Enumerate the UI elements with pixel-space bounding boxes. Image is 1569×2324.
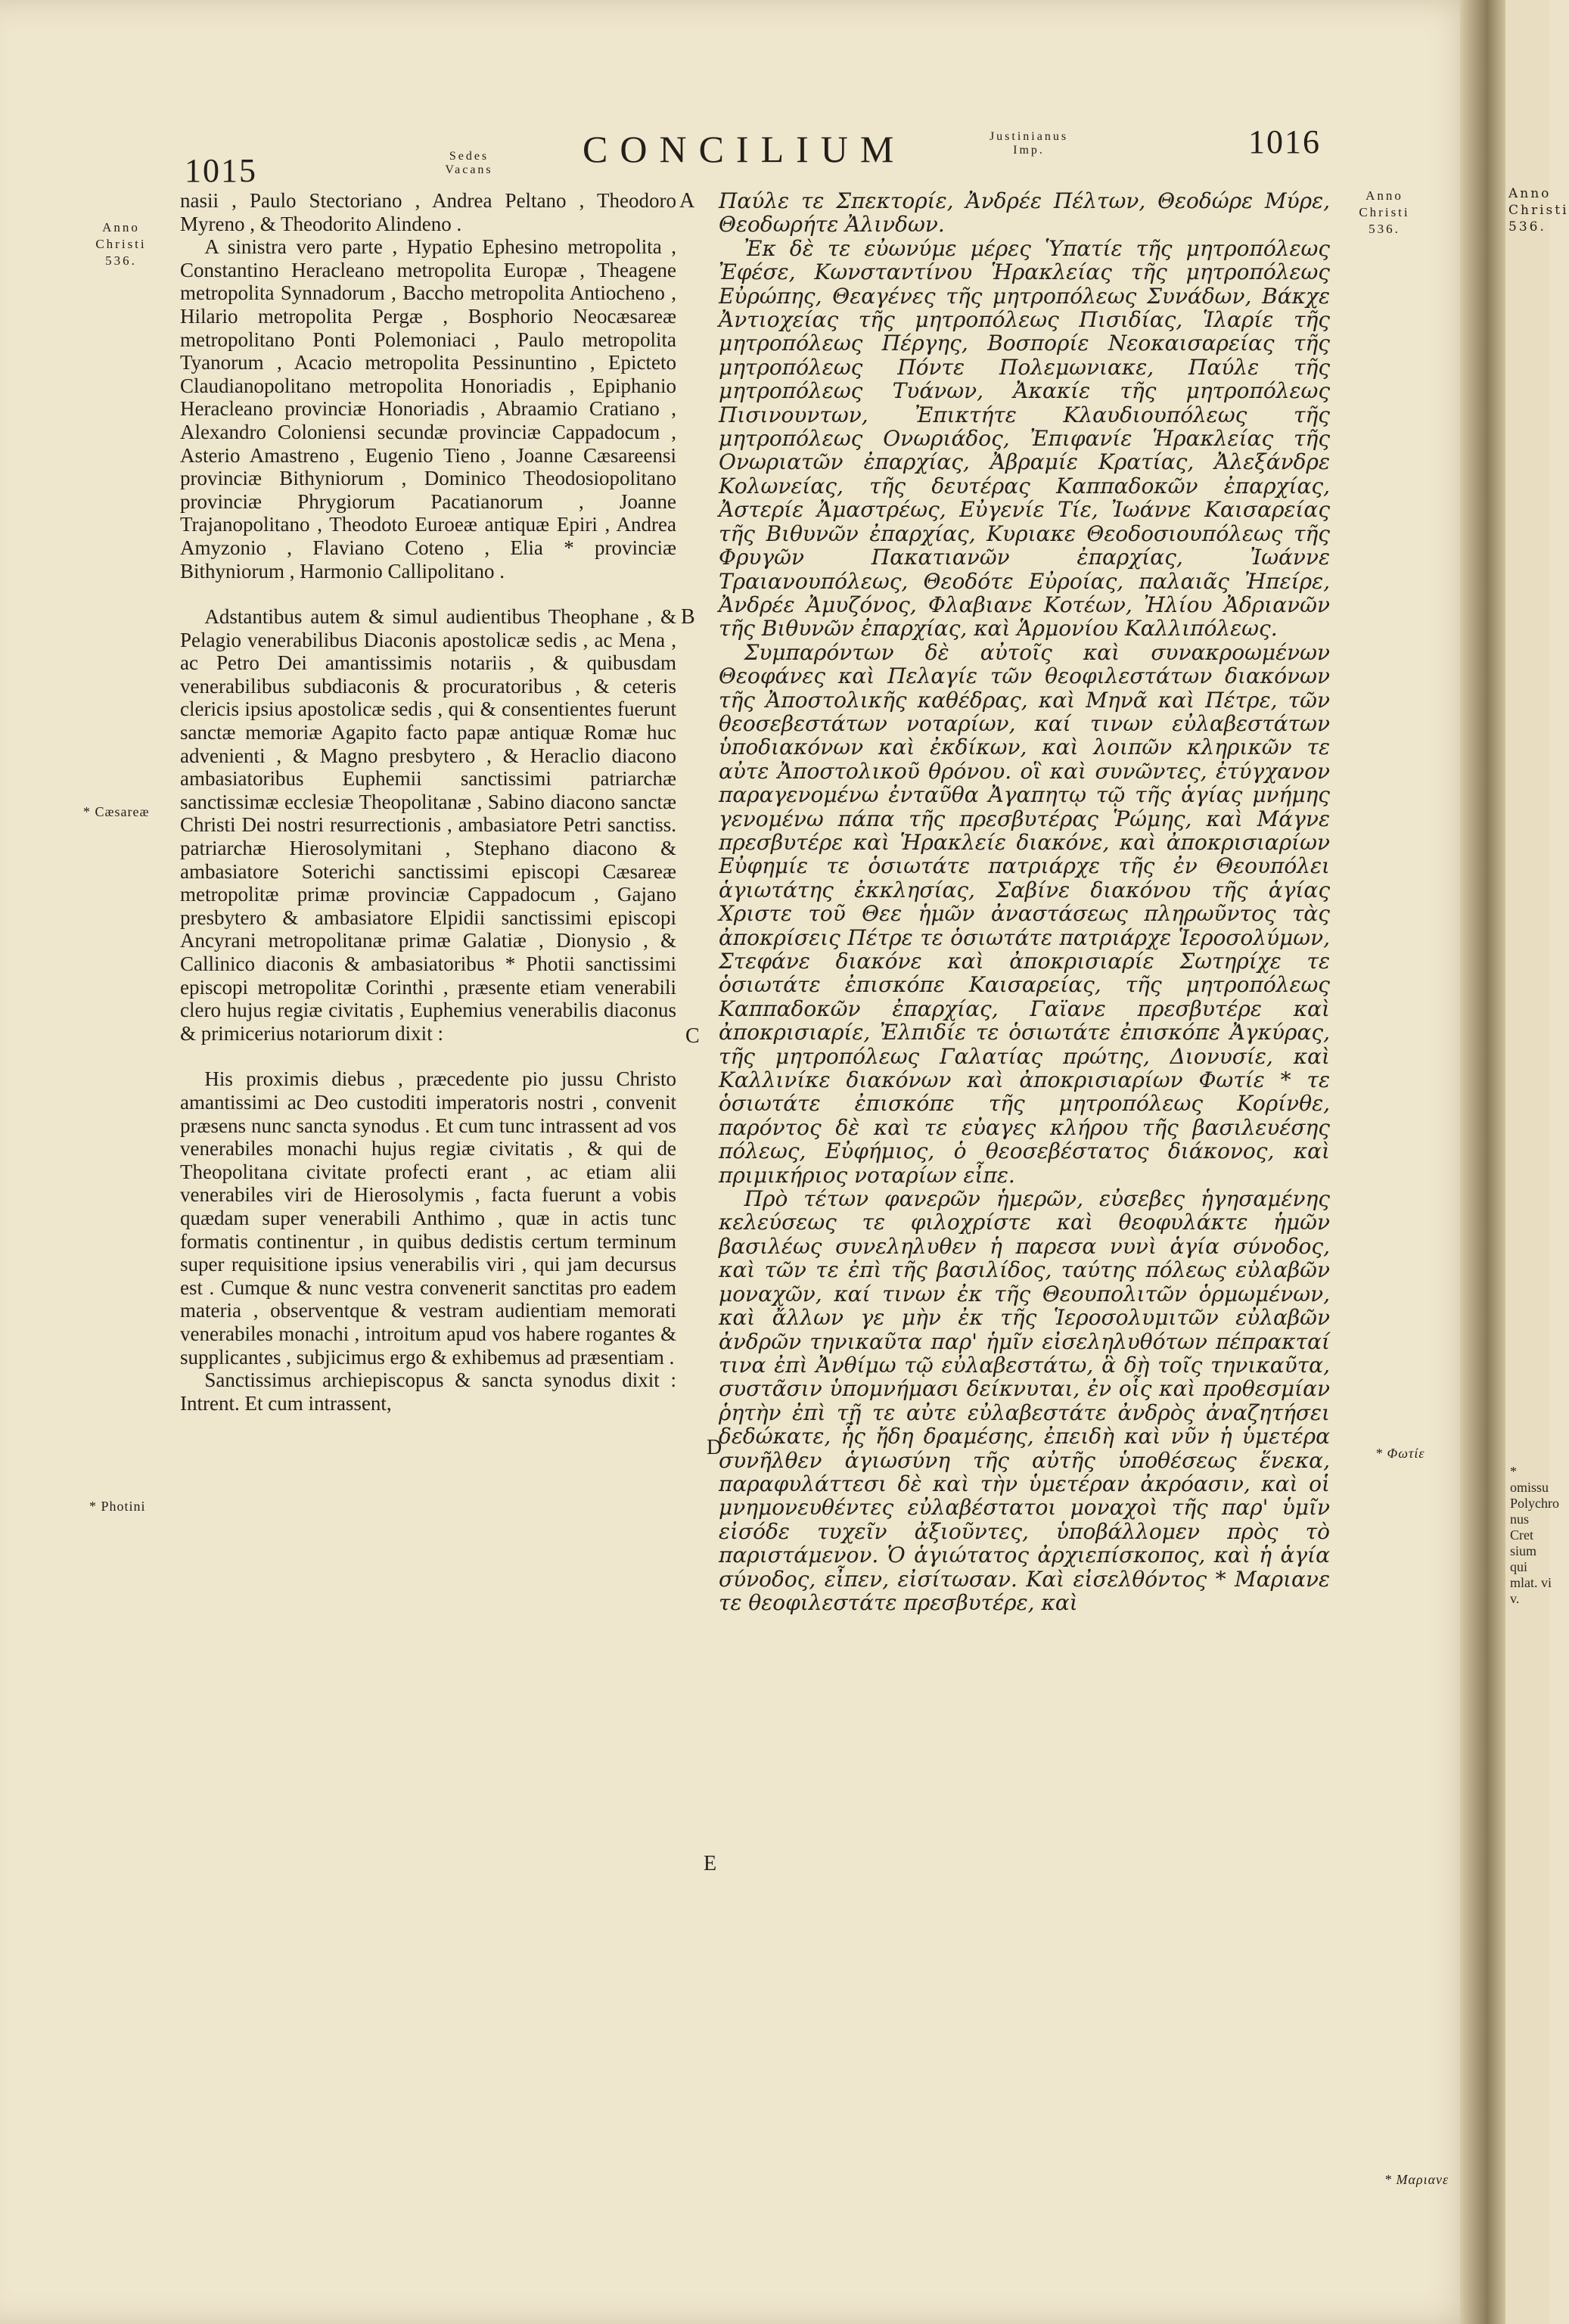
right-page-number: 1016 <box>1248 123 1321 160</box>
page-title: CONCILIUM <box>583 128 906 170</box>
next-page-note: * omissu Polychro nus Cret sium qui mlat. vi v. <box>1510 1464 1559 1606</box>
greek-paragraph: Πρὸ τέτων φανερῶν ἡμερῶν, εὐσεβες ἡγησαμένης κελεύσεως τε φιλοχρίστε καὶ θεοφυλάκτε ἡμῶν βασιλέως συνεληλυθεν ἡ παρεσα νυνὶ ἁγία σύνοδος, καὶ τῶν τε ἐπὶ τῆς βασιλίδος, ταύτης πόλεως εὐλαβῶν μοναχῶν, καί τινων ἐκ τῆς Θεουπολιτῶν ὁρμωμένων, καὶ ἄλλων γε μὴν ἐκ τῆς Ἱεροσολυμιτῶν εὐλαβῶν ἀνδρῶν τηνικαῦτα παρ' ἡμῖν εἰσεληλυθότων πέπρακταί τινα ἐπὶ Ἀνθίμω τῷ εὐλαβεστάτω, ἃ δὴ τοῖς τηνικαῦτα, συστᾶσιν ὑπομνήμασι δείκνυται, ἐν οἷς καὶ προθεσμίαν ῥητὴν ἐπὶ τῇ τε αὐτε εὐλαβεστάτε ἀνδρὸς ἀναζητήσει δεδώκατε, ἧς ἤδη δραμέσης, ἐπειδὴ καὶ νῦν ἡ ὑμετέρα συνῆλθεν ἁγιωσύνη τῆς αὐτῆς ὑποθέσεως ἕνεκα, παραφυλάττεσι δὲ καὶ τὴν ὑμετέραν ἀκρόασιν, καὶ οἱ μνημονευθέντες εὐλαβέστατοι μοναχοὶ τῆς παρ' ὑμῖν εἰσόδε τυχεῖν ἀξιοῦντες, ὑποβάλλομεν πρὸς τὸ παριστάμενον. Ὁ ἁγιώτατος ἀρχιεπίσκοπος, καὶ ἡ ἁγία σύνοδος, εἶπεν, εἰσίτωσαν. Καὶ εἰσελθόντος * Μαριανε τε θεοφιλεστάτε πρεσβυτέρε, καὶ <box>719 1186 1330 1615</box>
next-page-anno: Anno Christi 536. <box>1508 186 1569 235</box>
section-letter-a: A <box>679 189 695 213</box>
latin-column <box>180 189 676 1415</box>
section-letter-c: C <box>685 1024 700 1048</box>
greek-column <box>719 189 1330 1614</box>
section-letter-b: B <box>681 605 695 629</box>
book-gutter <box>1460 0 1505 2324</box>
next-page-edge <box>1505 0 1569 2324</box>
greek-paragraph: Ἐκ δὲ τε εὐωνύμε μέρες Ὑπατίε τῆς μητροπόλεως Ἐφέσε, Κωνσταντίνου Ἡρακλείας τῆς μητροπόλεως Εὐρώπης, Θεαγένες τῆς μητροπόλεως Συνάδων, Βάκχε Ἀντιοχείας τῆς μητροπόλεως Πισιδίας, Ἱλαρίε τῆς μητροπόλεως Πέργης, Βοσπορίε Νεοκαισαρείας τῆς μητροπόλεως Πόντε Πολεμωνιακε, Παύλε τῆς μητροπόλεως Τυάνων, Ἀκακίε τῆς μητροπόλεως Πισινουντων, Ἐπικτήτε Κλαυδιουπόλεως τῆς μητροπόλεως Ονωριάδος, Ἐπιφανίε Ἡρακλείας τῆς Ονωριατῶν ἐπαρχίας, Ἀβραμίε Κρατίας, Ἀλεξάνδρε Κολωνείας, τῆς δευτέρας Καππαδοκῶν ἐπαρχίας, Ἀστερίε Ἀμαστρέως, Εὐγενίε Τίε, Ἰωάννε Καισαρείας τῆς Βιθυνῶν ἐπαρχίας, Κυριακε Θεοδοσιουπόλεως τῆς Φρυγῶν Πακατιανῶν ἐπαρχίας, Ἰωάννε Τραιανουπόλεως, Θεοδότε Εὐροίας, παλαιᾶς Ἠπείρε, Ἀνδρέε Ἀμυζόνος, Φλαβιανε Κοτέων, Ἠλίου Ἀδριανῶν τῆς Βιθυνῶν ἐπαρχίας, καὶ Ἁρμονίου Καλλιπόλεως. <box>719 235 1330 642</box>
note-photini: * Photini <box>89 1499 146 1514</box>
note-mariani: * Μαριανε <box>1384 2172 1449 2187</box>
section-letter-d: D <box>707 1436 722 1459</box>
anno-christi-left: Anno Christi 536. <box>95 220 147 268</box>
header-left-small: Sedes Vacans <box>445 150 493 176</box>
latin-paragraph: Sanctissimus archiepiscopus & sancta synodus dixit : Intrent. Et cum intrassent, <box>180 1369 676 1415</box>
left-page-number: 1015 <box>185 152 257 189</box>
header-right-small: Justinianus Imp. <box>989 130 1069 157</box>
greek-paragraph: Παύλε τε Σπεκτορίε, Ἀνδρέε Πέλτων, Θεοδώρε Μύρε, Θεοδωρήτε Ἀλινδων. <box>719 188 1330 238</box>
section-letter-e: E <box>704 1852 717 1875</box>
latin-paragraph: Adstantibus autem & simul audientibus Theophane , & Pelagio venerabilibus Diaconis apostolicæ sedis , ac Mena , ac Petro Dei amantissimis notariis , & quibusdam venerabilibus subdiaconis & procuratoribus , & ceteris clericis ipsius apostolicæ sedis , qui & consentientes fuerunt sanctæ memoriæ Agapito facto papæ antiquæ Romæ huc advenienti , & Magno presbytero , & Heraclio diacono ambasiatoribus Euphemii sanctissimi patriarchæ sanctissimæ ecclesiæ Theopolitanæ , Sabino diacono sanctæ Christi Dei nostri resurrectionis , ambasiatore Petri sanctiss. patriarchæ Hierosolymitani , Stephano diacono & ambasiatore Soterichi sanctissimi episcopi Cæsareæ metropolitæ primæ provinciæ Cappadocum , Gajano presbytero & ambasiatore Elpidii sanctissimi episcopi Ancyrani metropolitanæ primæ Galatiæ , Dionysio , & Callinico diaconis & ambasiatoribus * Photii sanctissimi episcopi metropolitæ Corinthi , præsente etiam venerabili clero hujus regiæ civitatis , Euphemius venerabilis diaconus & primicerius notariorum dixit : <box>180 605 676 1045</box>
latin-paragraph: His proximis diebus , præcedente pio jussu Christo amantissimi ac Deo custoditi imperatoris nostri , convenit præsens nunc sancta synodus . Et cum tunc intrassent ad vos venerabiles monachi hujus regiæ civitatis , & qui de Theopolitana civitate profecti erant , ac etiam alii venerabiles viri de Hierosolymis , facta fuerunt a vobis quædam super venerabili Anthimo , quæ in actis tunc formatis continentur , in quibus dedistis certum terminum super requisitione ipsius venerabilis viri , qui jam decursus est . Cumque & nunc vestra convenerit sanctitas pro eadem materia , observentque & vestram audientiam memorati venerabiles monachi , introitum apud vos habere rogantes & supplicantes , subjicimus ergo & exhibemus ad præsentiam . <box>180 1067 676 1369</box>
latin-paragraph: A sinistra vero parte , Hypatio Ephesino metropolita , Constantino Heracleano metropolita Europæ , Theagene metropolita Synnadorum , Baccho metropolita Antiocheno , Hilario metropolita Pergæ , Bosphorio Neocæsareæ metropolitano Ponti Polemoniaci , Paulo metropolita Tyanorum , Acacio metropolita Pessinuntino , Epicteto Claudianopolitano metropolita Honoriadis , Epiphanio Heracleano provinciæ Honoriadis , Abraamio Cratiano , Alexandro Coloniensi secundæ provinciæ Cappadocum , Asterio Amastreno , Eugenio Tieno , Joanne Cæsareensi provinciæ Bithyniorum , Dominico Theodosiopolitano provinciæ Phrygiorum Pacatianorum , Joanne Trajanopolitano , Theodoto Euroeæ antiquæ Epiri , Andrea Amyzonio , Flaviano Coteno , Elia * provinciæ Bithyniorum , Harmonio Callipolitano . <box>180 235 676 583</box>
note-caesareae: * Cæsareæ <box>83 804 150 819</box>
note-photii: * Φωτίε <box>1375 1446 1425 1461</box>
greek-paragraph: Συμπαρόντων δὲ αὐτοῖς καὶ συνακροωμένων Θεοφάνες καὶ Πελαγίε τῶν θεοφιλεστάτων διακόνων τῆς Ἀποστολικῆς καθέδρας, καὶ Μηνᾶ καὶ Πέτρε, τῶν θεοσεβεστάτων νοταρίων, καί τινων εὐλαβεστάτων ὑποδιακόνων καὶ ἐκδίκων, καὶ λοιπῶν κληρικῶν τε αὐτε Ἀποστολικοῦ θρόνου. οἳ καὶ συνῶντες, ἐτύγχανον παραγενομένω ἐνταῦθα Ἀγαπητῳ τῷ τῆς ἁγίας μνήμης γενομένω πάπα τῆς πρεσβυτέρας Ῥώμης, καὶ Μάγνε πρεσβυτέρε καὶ Ἡρακλείε διακόνε, καὶ ἀποκρισιαρίων Εὐφημίε τε ὁσιωτάτε πατριάρχε τῆς ἐν Θεουπόλει ἁγιωτάτης ἐκκλησίας, Σαβίνε διακόνου τῆς ἁγίας Χριστε τοῦ Θεε ἡμῶν ἀναστάσεως πληρωῦντος τὰς ἀποκρίσεις Πέτρε τε ὁσιωτάτε πατριάρχε Ἱεροσολύμων, Στεφάνε διακόνε καὶ ἀποκρισιαρίε Σωτηρίχε τε ὁσιωτάτε ἐπισκόπε Καισαρείας, τῆς μητροπόλεως Καππαδοκῶν ἐπαρχίας, Γαϊανε πρεσβυτέρε καὶ ἀποκρισιαρίε, Ἐλπιδίε τε ὁσιωτάτε ἐπισκόπε Ἀγκύρας, τῆς μητροπόλεως Γαλατίας πρώτης, Διονυσίε, καὶ Καλλινίκε διακόνων καὶ ἀποκρισιαρίων Φωτίε * τε ὁσιωτάτε ἐπισκόπε τῆς μητροπόλεως Κορίνθε, παρόντος δὲ καὶ τε εὐαγες κλήρου τῆς βασιλευέσης πόλεως, Εὐφήμιος, ὁ θεοσεβέστατος διάκονος, καὶ πριμικήριος νοταρίων εἶπε. <box>719 639 1330 1188</box>
anno-christi-right: Anno Christi 536. <box>1359 188 1410 236</box>
latin-paragraph: nasii , Paulo Stectoriano , Andrea Peltano , Theodoro Myreno , & Theodorito Alindeno . <box>180 189 676 235</box>
